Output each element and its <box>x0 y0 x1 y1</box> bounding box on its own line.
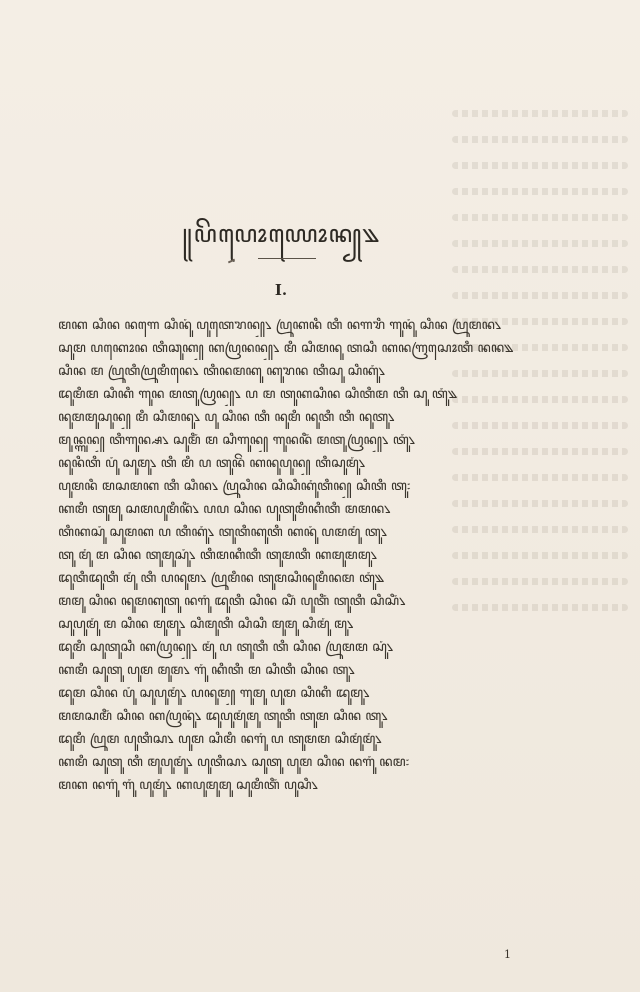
body-text <box>58 314 530 797</box>
text-line: ꦠꦶꦏꦱꦸꦁ ꦱꦸꦩꦏ ꦥ ꦠꦶꦏꦸꦁ꧈ ꦠꦸꦠꦶꦏꦸꦠꦶ ꦏꦤꦸꦁ ꦥꦩꦩꦸꦁ ꦠꦸ꧈ <box>58 524 387 540</box>
text-line: ꦩꦏ ꦤꦒꦸꦁ ꦒꦸꦁ ꦥꦸꦩꦸꦁ꧈ ꦏꦥꦸꦩꦸꦩꦸ ꦱꦸꦩꦶꦠꦶꦁ ꦥꦸꦱꦶ꧈ <box>58 777 318 793</box>
text-line: ꦩꦩꦱꦩꦶꦁ ꦱꦶꦤ ꦏꦥꦿꦤꦸꦁ꧈ ꦢꦸꦥꦸꦩꦸꦁꦩꦸ ꦠꦸꦠꦶ ꦠꦸꦩ ꦱꦶꦤ ꦠꦸ꧈ <box>58 708 388 724</box>
text-line: ꦏꦩꦶ ꦠꦸꦩꦸ ꦱꦩꦥꦸꦩꦶꦤꦶꦁ꧈ ꦥꦥ ꦱꦶꦤ ꦥꦸꦠꦸꦩꦶꦏꦶꦠꦶ ꦩꦩꦤ꧈ <box>58 501 391 517</box>
text-line: ꦏꦩꦶ ꦱꦸꦠꦸ ꦥꦸꦩ ꦩꦸꦩ꧈ ꦒꦸꦁ ꦏꦶꦠꦶ ꦩ ꦱꦶꦠꦶ ꦱꦶꦤ ꦠꦸ꧈ <box>58 662 355 678</box>
text-line: ꦤꦸꦩꦩꦸꦱꦸꦤ꧀ ꦩꦶ ꦱꦶꦩꦤꦸ꧈ ꦥꦸ ꦱꦶꦤ ꦠꦶ ꦤꦸꦩꦶ ꦤꦸꦠꦶ ꦠꦶ ꦤꦸꦠꦸ꧈ <box>58 409 395 425</box>
text-line: ꦢꦸꦩꦶ ꦥꦿꦸꦩ ꦥꦸꦠꦶꦱ꧈ ꦥꦸꦩ ꦱꦶꦩꦶ ꦤꦒꦸꦁ ꦥ ꦠꦸꦩꦩ ꦱꦶꦩꦸꦁꦩꦸꦁ꧈ <box>58 731 382 747</box>
text-line: ꦢꦸꦠꦶꦢꦸꦠꦶ ꦩꦸꦁ ꦠꦶ ꦥꦤꦸꦩ꧈ ꦥꦿꦸꦩꦶꦤ ꦠꦸꦩꦱꦶꦤꦸꦩꦶꦤꦩ ꦠꦸꦁ꧉ <box>58 570 385 586</box>
text-line: ꦩꦩꦸ ꦱꦶꦤ ꦤꦸꦩꦏꦸꦠꦸ ꦤꦒꦸꦁ ꦢꦸꦠꦶ ꦱꦶꦤ ꦱꦶꦁ ꦥꦸꦠꦶꦁ ꦠꦸꦠꦶ ꦱꦶꦱꦶꦁ꧈ <box>58 593 406 609</box>
heading-rule <box>258 258 316 259</box>
text-line: ꦥꦸꦩꦤꦶ ꦩꦱꦩꦏ ꦠꦶ ꦱꦶꦤ꧈ ꦥꦿꦸꦱꦶꦤ ꦱꦶꦱꦶꦏꦸꦁꦠꦶꦤ꧀ ꦱꦶꦠꦶ ꦠꦸ꧇ <box>58 478 411 494</box>
text-line: ꦩꦸꦤ꧀ꦒꦸꦤ꧀ ꦠꦶꦒꦸꦤ꧀ꦱ꧈ ꦱꦸꦩꦶꦁ ꦩ ꦱꦶꦒꦸꦤ꧀ ꦒꦸꦤꦤꦶꦁ ꦩꦠꦸꦥꦿꦤ꧀꧈ ꦠꦸꦁ꧈ <box>58 432 416 448</box>
chapter-heading: ꧋ꦥꦼꦥꦺꦴꦪꦺꦴꦤ꧀꧉ <box>182 220 380 248</box>
text-line: ꦤꦸꦤꦶꦠꦶ ꦥꦸꦁ ꦱꦸꦩꦸ꧈ ꦠꦶ ꦩꦶ ꦥ ꦠꦸꦤꦼꦁ ꦏꦤꦸꦥꦸꦤ꧀ ꦠꦶꦱꦸꦩꦸꦁ꧈ <box>58 455 366 471</box>
text-line: ꦏꦩꦶ ꦱꦸꦠꦸ ꦠꦶ ꦩꦸꦥꦸꦩꦸꦁ꧈ ꦥꦸꦠꦶꦱ꧈ ꦱꦸꦠꦸ ꦥꦸꦩ ꦱꦶꦤ ꦤꦒꦸꦁ ꦤꦩ꧇ <box>58 754 410 770</box>
text-line: ꦢꦸꦩ ꦱꦶꦤ ꦥꦸꦁ ꦱꦸꦥꦸꦩꦸꦁ꧈ ꦥꦤꦸꦩ꧀ ꦒꦸꦩꦸ ꦥꦸꦩ ꦱꦶꦏꦶ ꦢꦸꦩꦸ꧈ <box>58 685 370 701</box>
text-line: ꦱꦸꦩ ꦥꦏꦺꦴꦤ ꦠꦶꦕꦸꦏ꧀ ꦏꦥꦿꦤꦤ꧀꧈ ꦩꦶ ꦱꦶꦩꦤꦸ ꦠꦱꦶ ꦏꦤꦒꦿꦱꦺꦴꦠꦶ ꦤꦤ꧉ <box>58 340 514 356</box>
page-number: 1 <box>504 948 511 961</box>
text-line: ꦠꦸ ꦩꦸꦁ ꦩ ꦱꦶꦤ ꦠꦸꦩꦸꦱꦸꦁ꧈ ꦠꦶꦩꦏꦶꦠꦶ ꦠꦸꦩꦠꦶ ꦏꦩꦸꦩꦩꦸ꧈ <box>58 547 378 563</box>
text-line: ꦢꦸꦩꦶꦩ ꦱꦶꦏꦶ ꦒꦸꦤ ꦩꦠꦸꦥꦿꦤ꧀꧈ ꦥ ꦩ ꦠꦸꦏꦱꦶꦤ ꦱꦶꦠꦶꦩ ꦠꦶ ꦱꦸ ꦠꦸꦁ꧉ <box>58 386 458 402</box>
text-line: ꦩꦏ ꦱꦶꦤ ꦤꦒꦺ ꦱꦶꦤꦸꦁ ꦥꦸꦠꦺꦫꦤ꧀꧈ ꦥꦿꦸꦏꦤꦶ ꦠꦶ ꦤꦒꦫꦶ ꦒꦸꦤꦸꦁ ꦱꦶꦤ ꦥꦿꦸꦩꦤ꧈ <box>58 317 502 333</box>
text-line: ꦢꦸꦩꦶ ꦱꦸꦠꦸꦱꦶ ꦏꦥꦿꦤ꧀꧈ ꦩꦸꦁ ꦥ ꦠꦸꦠꦶ ꦠꦶ ꦱꦶꦤ ꦥꦿꦸꦩꦩ ꦱꦸꦁ꧈ <box>58 639 394 655</box>
text-line: ꦱꦶꦤ ꦩ ꦥꦿꦸꦠꦶꦥꦿꦸꦩꦶꦤꦺ꧈ ꦠꦶꦤꦩꦏꦸ ꦏꦸꦫꦤ ꦠꦶꦱꦸ ꦱꦶꦏꦸꦁ꧈ <box>58 363 386 379</box>
section-number: I. <box>274 281 288 299</box>
text-line: ꦱꦸꦥꦸꦩꦸꦁ ꦩ ꦱꦶꦤ ꦩꦸꦩꦸ꧈ ꦱꦶꦩꦸꦠꦶ ꦱꦶꦱꦶ ꦩꦸꦩꦸ ꦱꦶꦩꦸꦁ ꦩꦸ꧈ <box>58 616 354 632</box>
